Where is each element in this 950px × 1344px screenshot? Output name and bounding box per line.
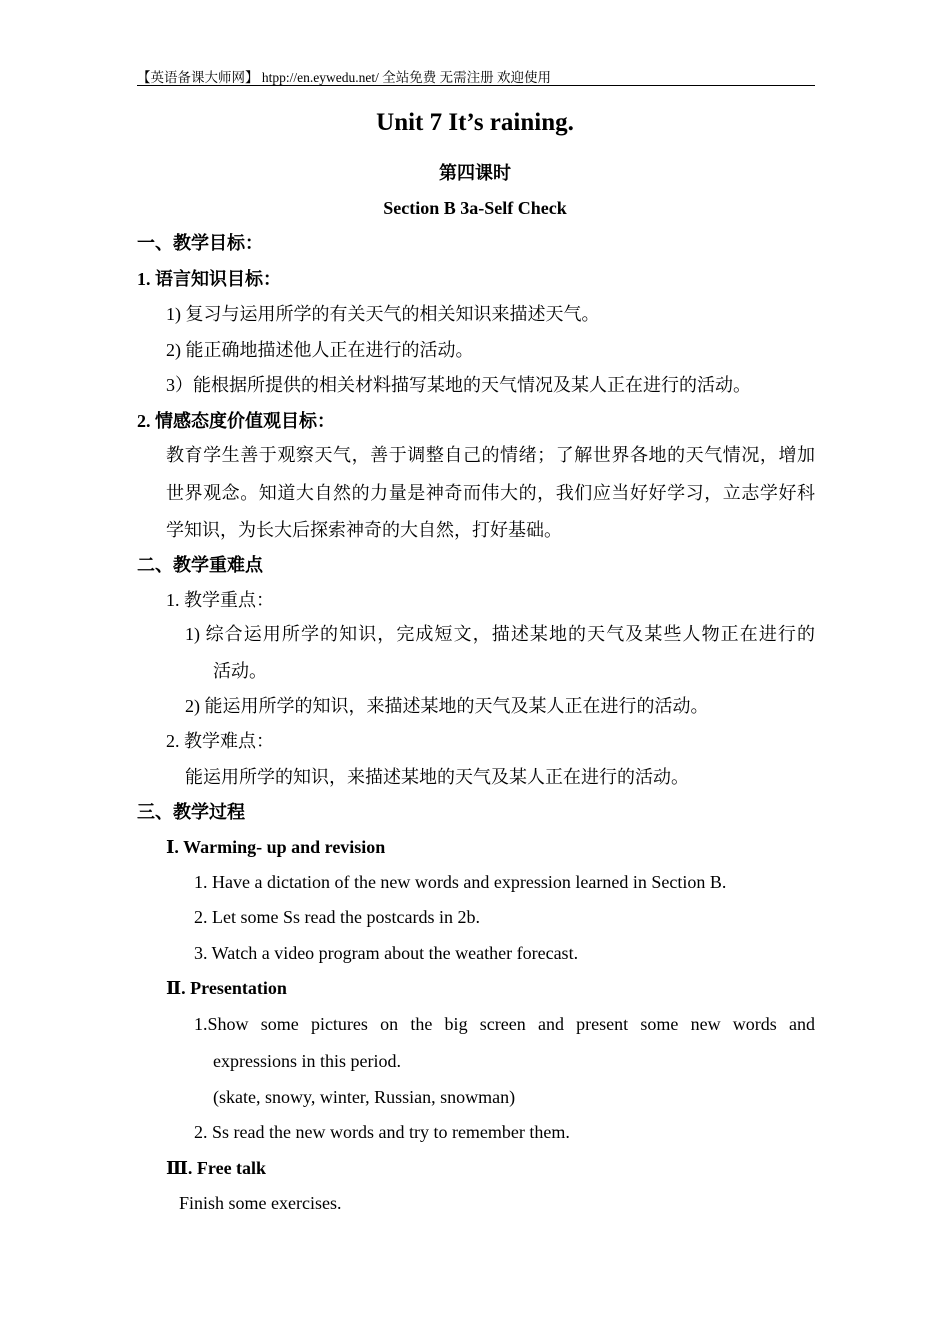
page-header: 【英语备课大师网】 htpp://en.eywedu.net/ 全站免费 无需注册 欢迎使用 (137, 70, 551, 85)
key-heading: 1. 教学重点： (166, 590, 274, 610)
goal-item: 2) 能正确地描述他人正在进行的活动。 (166, 340, 474, 360)
section-label: Section B 3a-Self Check (383, 198, 567, 218)
key-item-line: 活动。 (213, 661, 267, 681)
step-numeral: Ⅱ. (166, 978, 191, 998)
key-item-line: 1) 综合运用所学的知识，完成短文，描述某地的天气及某些人物正在进行的 (185, 624, 815, 644)
paragraph-line: 学知识，为长大后探索神奇的大自然，打好基础。 (166, 520, 562, 540)
step-item: 2. Ss read the new words and try to remember them. (194, 1122, 570, 1142)
step-heading-free-talk (166, 1159, 266, 1177)
heading-teaching-goals: 一、教学目标： (137, 233, 263, 253)
step-item: 2. Let some Ss read the postcards in 2b. (194, 907, 480, 927)
goal-item: 3）能根据所提供的相关材料描写某地的天气情况及某人正在进行的活动。 (166, 375, 751, 395)
step-heading-warmup (166, 838, 385, 856)
step-item: 1. Have a dictation of the new words and expression learned in Section B. (194, 872, 727, 892)
paragraph-line: 世界观念。知道大自然的力量是神奇而伟大的，我们应当好好学习，立志学好科 (166, 483, 815, 503)
lesson-label: 第四课时 (439, 163, 511, 183)
document-title: Unit 7 It’s raining. (376, 109, 574, 136)
key-item: 2) 能运用所学的知识，来描述某地的天气及某人正在进行的活动。 (185, 696, 709, 716)
step-item-line: (skate, snowy, winter, Russian, snowman) (213, 1087, 516, 1107)
step-heading-presentation (166, 979, 287, 997)
heading-emotion-goals: 2. 情感态度价值观目标： (137, 411, 335, 431)
step-text: Finish some exercises. (179, 1193, 342, 1213)
step-title: Warming- up and revision (183, 837, 386, 857)
difficult-item: 能运用所学的知识，来描述某地的天气及某人正在进行的活动。 (185, 767, 689, 787)
heading-teaching-process: 三、教学过程 (137, 802, 245, 822)
heading-language-goals: 1. 语言知识目标： (137, 269, 281, 289)
step-item-line: 1.Show some pictures on the big screen and present some new words and (194, 1014, 815, 1034)
paragraph-line: 教育学生善于观察天气，善于调整自己的情绪；了解世界各地的天气情况，增加 (166, 445, 815, 465)
header-rule (137, 85, 815, 86)
goal-item: 1) 复习与运用所学的有关天气的相关知识来描述天气。 (166, 304, 600, 324)
difficult-heading: 2. 教学难点： (166, 731, 274, 751)
step-title: Presentation (190, 978, 287, 998)
step-numeral: Ⅰ. (166, 837, 184, 857)
step-item-line: expressions in this period. (213, 1051, 401, 1071)
step-item: 3. Watch a video program about the weather forecast. (194, 943, 579, 963)
heading-key-points: 二、教学重难点 (137, 555, 263, 575)
step-numeral: Ⅲ. (166, 1158, 197, 1178)
step-title: Free talk (196, 1158, 267, 1178)
